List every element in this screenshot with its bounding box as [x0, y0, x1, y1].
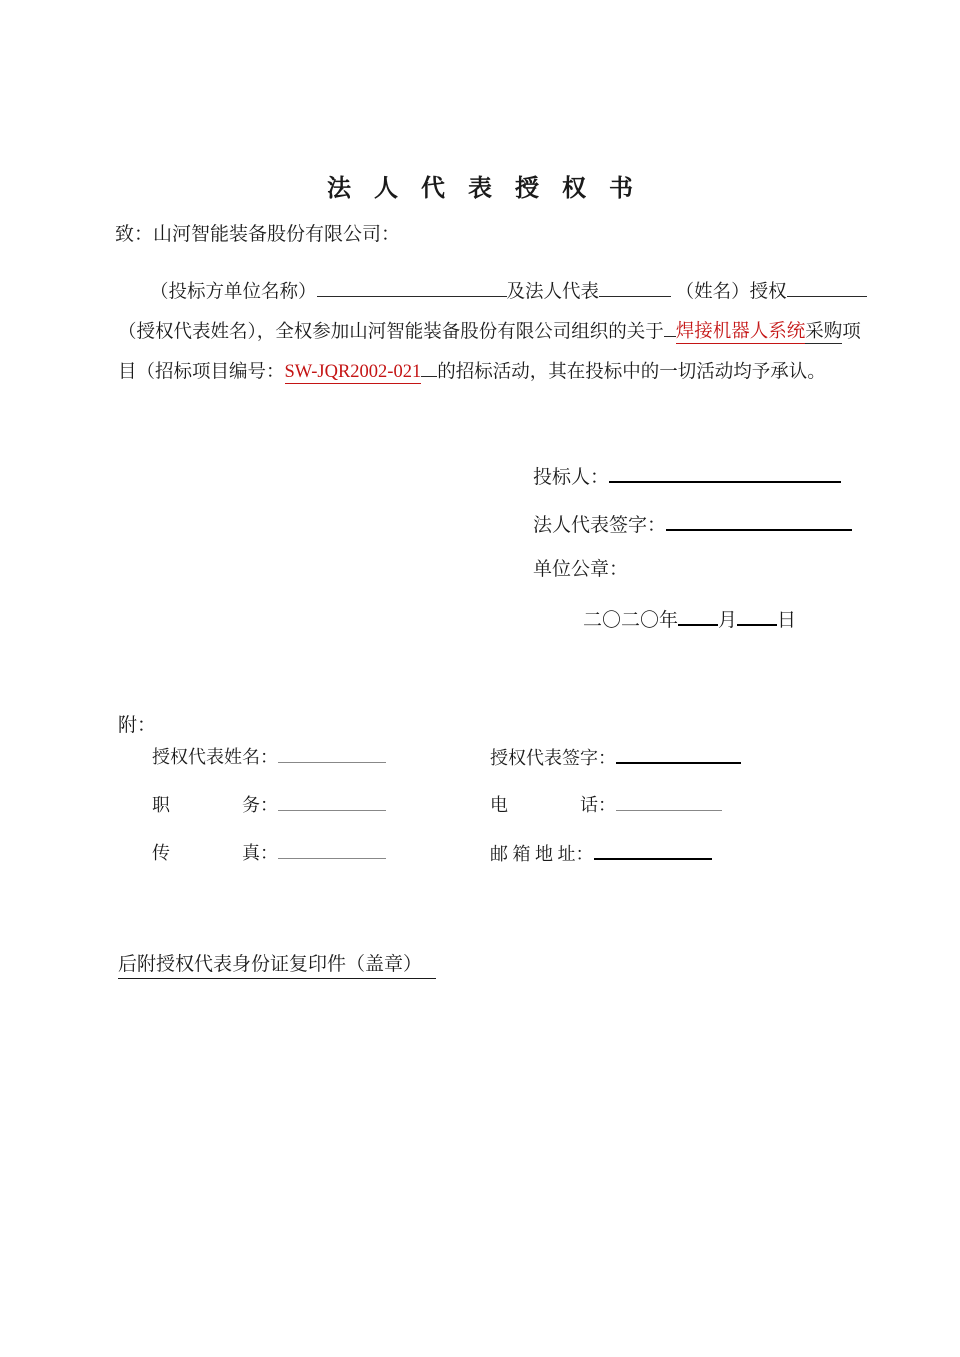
rep-sign-label: 授权代表签字：	[490, 747, 616, 768]
date-month-text: 月	[718, 609, 738, 631]
paragraph-line-2-text: （授权代表姓名），全权参加山河智能装备股份有限公司组织的关于	[118, 322, 664, 343]
paragraph-line-1	[150, 277, 867, 303]
blank-bidder-signature	[609, 461, 841, 483]
company-seal-row	[533, 554, 628, 581]
blank-phone	[616, 791, 722, 811]
blank-month	[678, 604, 718, 626]
name-authorize-text: （姓名）授权	[675, 282, 787, 303]
blank-email	[594, 839, 712, 860]
rep-sign-field	[490, 743, 741, 770]
project-name-red-fill: 焊接机器人系统	[675, 322, 806, 343]
legal-rep-sign-label: 法人代表签字：	[533, 514, 667, 536]
blank-fax	[278, 839, 386, 859]
project-number-label: 目（招标项目编号：	[118, 362, 285, 383]
blank-position	[278, 791, 386, 811]
blank-rep-signature	[616, 743, 741, 764]
blank-bidder-unit-name	[317, 277, 507, 297]
legal-rep-signature-row	[533, 509, 852, 537]
blank-lead-segment	[664, 317, 676, 337]
blank-legal-rep-signature	[666, 509, 852, 531]
paragraph-line-2	[118, 317, 861, 343]
phone-label: 电 话：	[490, 795, 616, 815]
legal-rep-text: 及法人代表	[506, 282, 600, 303]
salutation-line: 致：山河智能装备股份有限公司：	[115, 224, 401, 245]
footer-id-copy-note: 后附授权代表身份证复印件（盖章）	[118, 949, 436, 979]
date-row	[583, 604, 796, 632]
phone-field	[490, 791, 722, 817]
date-day-text: 日	[777, 609, 797, 631]
fax-label: 传 真：	[152, 843, 278, 863]
paragraph-line-2-tail: 项	[842, 322, 861, 343]
paragraph-line-3-suffix: 的招标活动，其在投标中的一切活动均予承认。	[437, 362, 826, 383]
bidder-label: 投标人：	[533, 466, 610, 488]
position-label: 职 务：	[152, 795, 278, 815]
document-title: 法人代表授权书	[327, 176, 656, 202]
blank-authorized-rep-name	[787, 277, 867, 297]
paragraph-line-3	[118, 357, 826, 383]
email-field	[490, 839, 712, 866]
rep-name-field	[152, 743, 386, 769]
blank-trailing-segment	[421, 357, 437, 377]
seal-label: 单位公章：	[533, 559, 629, 580]
date-year-text: 二〇二〇年	[583, 609, 679, 631]
position-field	[152, 791, 386, 817]
procurement-underlined-text: 采购	[805, 322, 843, 343]
fax-field	[152, 839, 386, 865]
blank-rep-name	[278, 743, 386, 763]
email-label: 邮 箱 地 址：	[490, 843, 594, 864]
bidder-unit-label: （投标方单位名称）	[150, 282, 317, 303]
project-number-red-fill: SW-JQR2002-021	[284, 362, 422, 383]
bidder-signature-row	[533, 461, 841, 489]
rep-name-label: 授权代表姓名：	[152, 747, 278, 767]
blank-legal-rep-name	[599, 277, 671, 297]
attachment-heading: 附：	[118, 715, 157, 736]
blank-day	[737, 604, 777, 626]
